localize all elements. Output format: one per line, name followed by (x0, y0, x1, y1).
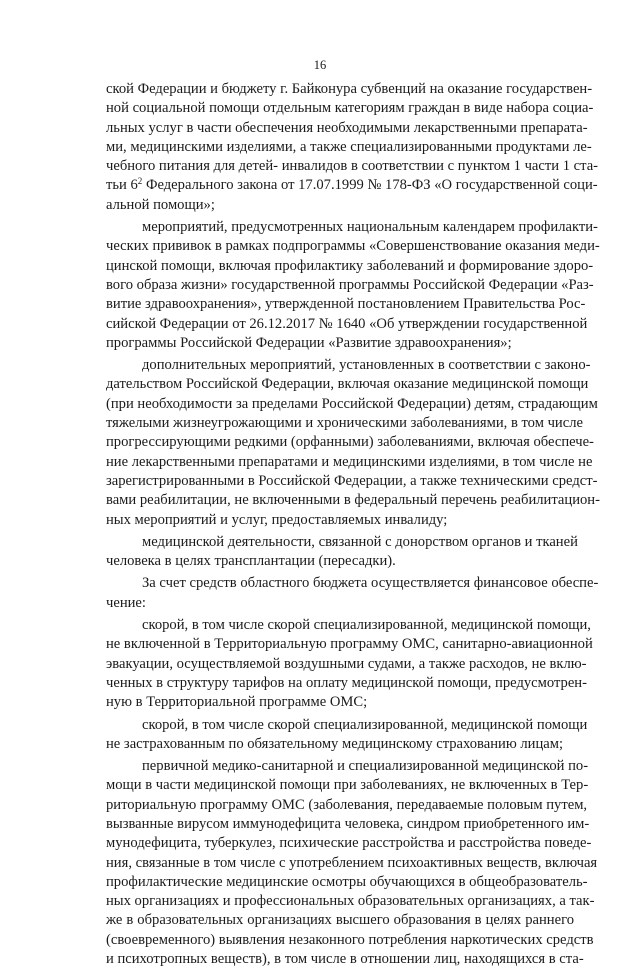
text-line: медицинской деятельности, связанной с донорством органов и тканей (142, 533, 578, 550)
superscript: 2 (137, 176, 143, 187)
text-line: ных организациях и профессиональных образовательных организациях, а так- (106, 893, 595, 910)
paragraph (106, 356, 600, 530)
text-line: скорой, в том числе скорой специализированной, медицинской помощи, (142, 617, 591, 634)
text-line: риториальную программу ОМС (заболевания, передаваемые половым путем, (106, 796, 588, 813)
paragraph (106, 574, 599, 613)
text-line: (при необходимости за пределами Российской Федерации) детям, страдающим (106, 395, 598, 412)
text-line: тьи $6^2$ Федерального закона от 17.07.1999 № 178-ФЗ «О государственной соци- (106, 176, 598, 194)
paragraph (106, 716, 588, 755)
text-line: льных услуг в части обеспечения необходимыми лекарственными препарата- (106, 119, 588, 136)
text-line: ми, медицинскими изделиями, а также специализированными продуктами ле- (106, 138, 592, 155)
text-line: ную в Территориальной программе ОМС; (106, 694, 368, 711)
text-line: сийской Федерации от 26.12.2017 № 1640 «Об утверждении государственной (106, 315, 588, 332)
paragraph (106, 757, 598, 969)
text-line: не включенной в Территориальную программу ОМС, санитарно-авиационной (106, 636, 593, 653)
document-body (106, 80, 600, 972)
text-line: витие здравоохранения», утвержденной постановлением Правительства Рос- (106, 296, 586, 313)
paragraph (106, 218, 600, 353)
text-line: человека в целях трансплантации (пересадки). (106, 553, 396, 570)
text-line: вызванные вирусом иммунодефицита человека, синдром приобретенного им- (106, 815, 590, 832)
paragraph (106, 533, 578, 572)
text-line: ние лекарственными препаратами и медицинскими изделиями, в том числе не (106, 453, 593, 470)
text-line: чебного питания для детей- инвалидов в соответствии с пунктом 1 части 1 ста- (106, 158, 599, 175)
text-line: программы Российской Федерации «Развитие здравоохранения»; (106, 334, 512, 351)
text-line: цинской помощи, включая профилактику заболеваний и формирование здоро- (106, 257, 594, 274)
text-line: (своевременного) выявления незаконного потребления наркотических средств (106, 931, 594, 948)
text-line: тяжелыми жизнеугрожающими и хроническими заболеваниями, в том числе (106, 415, 583, 432)
text-line: ния, связанные в том числе с употреблением психоактивных веществ, включая (106, 854, 598, 871)
text-line: чение: (106, 594, 146, 611)
text-line: зарегистрированными в Российской Федерации, а также техническими средст- (106, 472, 598, 489)
text-line: же в образовательных организациях высшего образования в целях раннего (106, 912, 574, 929)
text-line: дательством Российской Федерации, включая оказание медицинской помощи (106, 376, 589, 393)
text-line: За счет средств областного бюджета осуществляется финансовое обеспе- (142, 575, 599, 592)
text-line: ных мероприятий и услуг, предоставляемых инвалиду; (106, 511, 448, 528)
text-line: скорой, в том числе скорой специализированной, медицинской помощи (142, 716, 588, 733)
text-line: мероприятий, предусмотренных национальным календарем профилакти- (142, 219, 598, 236)
text-line: мощи в части медицинской помощи при заболеваниях, не включенных в Тер- (106, 777, 589, 794)
paragraph (106, 616, 593, 712)
text-line: вого образа жизни» государственной программы Российской Федерации «Раз- (106, 276, 594, 293)
text-line: ченных в структуру тарифов на оплату медицинской помощи, предусмотрен- (106, 674, 587, 691)
text-line: прогрессирующими редкими (орфанными) заболеваниями, включая обеспече- (106, 434, 594, 451)
text-line: дополнительных мероприятий, установленных в соответствии с законо- (142, 357, 591, 374)
text-line: ной социальной помощи отдельным категориям граждан в виде набора социа- (106, 100, 594, 117)
text-line: альной помощи»; (106, 196, 215, 213)
text-line: ской Федерации и бюджету г. Байконура субвенций на оказание государствен- (106, 81, 593, 97)
text-line: вами реабилитации, не включенными в федеральный перечень реабилитацион- (106, 492, 600, 509)
text-line: и психотропных веществ), в том числе в отношении лиц, находящихся в ста- (106, 951, 584, 968)
text-line: мунодефицита, туберкулез, психические расстройства и расстройства поведе- (106, 835, 592, 852)
text-line: эвакуации, осуществляемой воздушными судами, а также расходов, не вклю- (106, 655, 587, 672)
text-line: не застрахованным по обязательному медицинскому страхованию лицам; (106, 735, 564, 752)
text-line: профилактические медицинские осмотры обучающихся в общеобразователь- (106, 873, 588, 890)
text-line: первичной медико-санитарной и специализированной медицинской по- (142, 758, 589, 775)
text-line: ческих прививок в рамках подпрограммы «Совершенствование оказания меди- (106, 238, 600, 255)
paragraph (106, 80, 599, 215)
page-number: 16 (313, 58, 327, 72)
